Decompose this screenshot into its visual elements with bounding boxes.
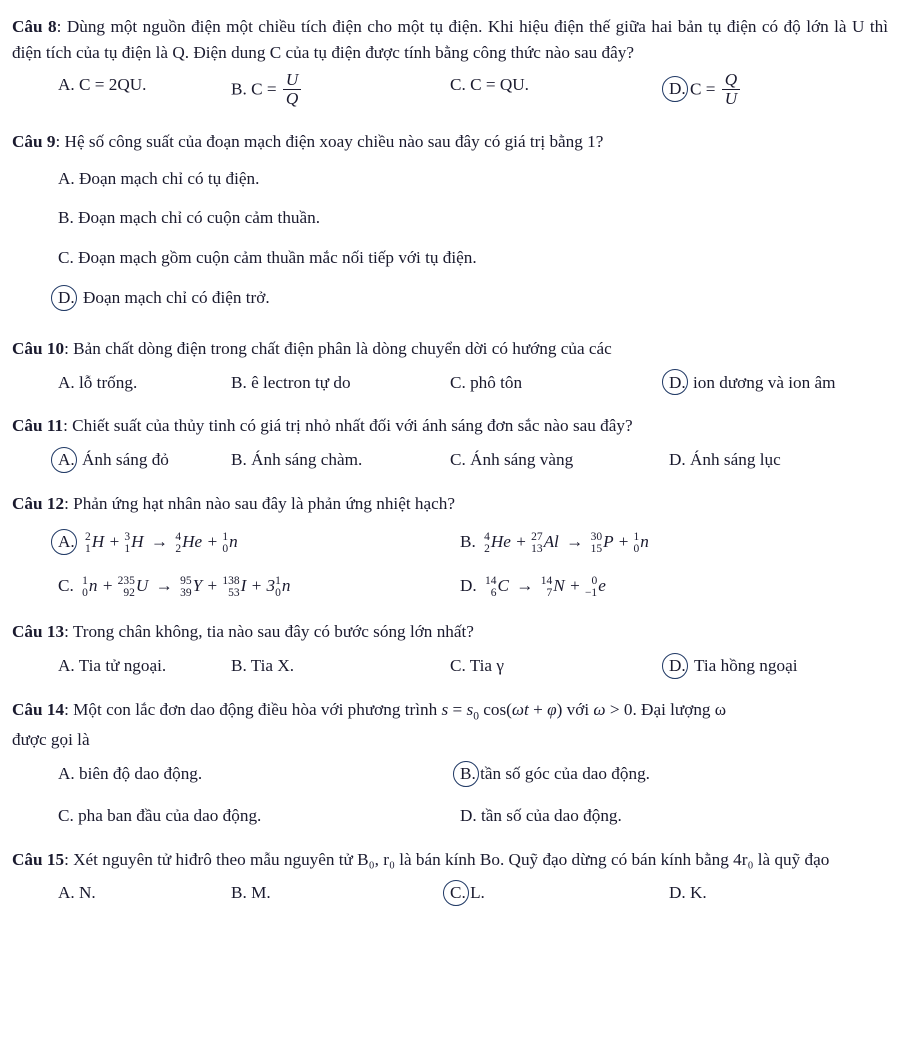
option-text-q15-a: N. — [79, 883, 96, 903]
question-block-q11 — [12, 413, 888, 475]
question-stem-q10 — [12, 336, 888, 362]
question-text-q15: : Xét nguyên tử hiđrô theo mẫu nguyên tử B₀, r₀ là bán kính Bo. Quỹ đạo dừng có bán kính bằng 4r₀ là quỹ đạo — [64, 849, 830, 869]
option-q9-a[interactable] — [12, 159, 888, 199]
option-q14-c[interactable] — [12, 801, 450, 831]
option-key-q14-b: B. — [460, 763, 476, 783]
option-key-q11-d: D. — [669, 450, 686, 470]
option-key-q8-b: B. — [231, 79, 247, 99]
question-stem-q14 — [12, 697, 888, 726]
option-key-q14-d: D. — [460, 805, 477, 825]
question-block-q8 — [12, 14, 888, 111]
question-text-q8: : Dùng một nguồn điện một chiều tích điện cho một tụ điện. Khi hiệu điện thế giữa hai bản tụ điện có độ lớn là U thì điện tích của tụ điện là Q. Điện dung C của tụ điện được tính bằng công thức nào sau đây? — [12, 17, 888, 62]
option-q10-b[interactable] — [231, 368, 450, 398]
option-text-q14-a: biên độ dao động. — [79, 763, 203, 783]
option-q9-d[interactable] — [12, 278, 888, 318]
question-block-q12 — [12, 491, 888, 601]
option-key-q11-a: A. — [58, 450, 75, 470]
option-key-q15-d: D. — [669, 883, 686, 903]
option-equation-q12-a: 2 1 H + 3 1 H → 4 2 He + 1 0 n — [85, 530, 238, 555]
option-q13-a[interactable] — [12, 651, 231, 681]
nuclide-he4: 4 2 — [175, 530, 182, 555]
option-text-q11-a: Ánh sáng đỏ — [82, 450, 169, 470]
option-q12-a[interactable] — [12, 527, 450, 557]
nuclide-he4-b: 4 2 — [484, 530, 490, 555]
option-q11-c[interactable] — [450, 445, 669, 475]
options-q12-row1 — [12, 527, 888, 557]
equation-q14-omega: ω > 0 — [593, 699, 633, 719]
question-label-q8: Câu 8 — [12, 17, 57, 36]
option-equation-q12-d: 14 6 C → 14 7 N + 0 −1 e — [485, 574, 606, 599]
question-label-q15: Câu 15 — [12, 849, 65, 869]
options-q13 — [12, 651, 888, 681]
fraction-u-over-q: $\frac{U}{Q}$ — [283, 71, 301, 108]
option-text-q13-b: Tia X. — [250, 655, 295, 675]
question-block-q15 — [12, 847, 888, 909]
option-q14-b[interactable] — [450, 759, 888, 789]
nuclide-i138: 138 53 — [222, 574, 240, 599]
option-text-q8-b: C = — [251, 79, 277, 99]
nuclide-c14: 14 6 — [485, 574, 497, 599]
option-text-q15-d: K. — [690, 883, 707, 903]
question-label-q13: Câu 13 — [12, 621, 65, 641]
options-q8 — [12, 70, 888, 111]
option-key-q12-c: C. — [58, 575, 74, 595]
question-text-q10: : Bản chất dòng điện trong chất điện phân là dòng chuyển dời có hướng của các — [64, 338, 612, 358]
option-q14-d[interactable] — [450, 801, 888, 831]
option-q8-b[interactable] — [231, 70, 450, 111]
option-key-q12-b: B. — [460, 531, 476, 551]
option-key-q11-b: B. — [231, 450, 247, 470]
selected-answer-marker-q8 — [669, 76, 686, 102]
option-key-q13-a: A. — [58, 655, 75, 675]
option-key-q9-d: D. — [58, 287, 75, 307]
option-q10-a[interactable] — [12, 368, 231, 398]
option-q15-b[interactable] — [231, 878, 450, 908]
option-text-q13-c: Tia γ — [469, 655, 504, 675]
option-key-q9-a: A. — [58, 168, 75, 188]
nuclide-u235: 235 92 — [117, 574, 135, 599]
selected-answer-marker-q12 — [58, 529, 75, 555]
option-text-q8-c: C = QU. — [470, 74, 529, 94]
question-text-q11: : Chiết suất của thủy tinh có giá trị nhỏ nhất đối với ánh sáng đơn sắc nào sau đây? — [63, 416, 633, 436]
option-text-q8-a: C = 2QU. — [79, 74, 147, 94]
option-q8-d[interactable] — [669, 70, 888, 111]
option-text-q13-d: Tia hồng ngoại — [694, 655, 798, 675]
options-q11 — [12, 445, 888, 475]
option-key-q13-c: C. — [450, 655, 466, 675]
option-q12-c[interactable] — [12, 571, 450, 601]
nuclide-h3: 3 1 — [124, 530, 131, 555]
selected-answer-marker-q9 — [58, 285, 75, 311]
options-q14-row2 — [12, 801, 888, 831]
option-text-q15-b: M. — [251, 883, 271, 903]
option-text-q11-c: Ánh sáng vàng — [470, 450, 574, 470]
question-text-q9: : Hệ số công suất của đoạn mạch điện xoay chiều nào sau đây có giá trị bằng 1? — [55, 131, 604, 151]
option-text-q13-a: Tia tử ngoại. — [78, 655, 167, 675]
option-key-q12-a: A. — [58, 531, 75, 551]
option-q8-c[interactable] — [450, 70, 669, 111]
options-q12-row2 — [12, 571, 888, 601]
option-q15-d[interactable] — [669, 878, 888, 908]
nuclide-al27: 27 13 — [531, 530, 543, 555]
option-equation-q12-c: 1 0 n + 235 92 U → 95 39 Y + 138 53 I + 3 1 0 n — [82, 574, 291, 599]
question-block-q14 — [12, 697, 888, 831]
option-key-q8-a: A. — [58, 74, 75, 94]
options-q9 — [12, 159, 888, 318]
question-label-q14: Câu 14 — [12, 699, 65, 719]
question-text-q12: : Phản ứng hạt nhân nào sau đây là phản ứng nhiệt hạch? — [64, 493, 455, 513]
question-block-q13 — [12, 619, 888, 681]
option-key-q10-c: C. — [450, 372, 466, 392]
option-key-q15-c: C. — [450, 883, 466, 903]
question-label-q9: Câu 9 — [12, 131, 56, 151]
option-text-q10-d: ion dương và ion âm — [693, 372, 836, 392]
option-text-q10-b: ê lectron tự do — [251, 372, 351, 392]
option-key-q10-d: D. — [669, 372, 686, 392]
option-text-q9-c: Đoạn mạch gồm cuộn cảm thuần mắc nối tiếp với tụ điện. — [78, 248, 477, 268]
nuclide-electron: 0 −1 — [584, 574, 598, 599]
option-key-q13-d: D. — [669, 655, 686, 675]
option-key-q14-a: A. — [58, 763, 75, 783]
option-text-q10-c: phô tôn — [470, 372, 523, 392]
option-text-q9-d: Đoạn mạch chỉ có điện trở. — [83, 287, 270, 307]
option-q11-a[interactable] — [12, 445, 231, 475]
question-text-q14-end: . Đại lượng ω — [632, 699, 727, 719]
options-q10 — [12, 368, 888, 398]
option-q9-c[interactable] — [12, 238, 888, 278]
question-label-q11: Câu 11 — [12, 416, 64, 436]
option-q10-d[interactable] — [669, 368, 888, 398]
options-q14-row1 — [12, 759, 888, 789]
option-q15-c[interactable] — [450, 878, 669, 908]
question-label-q12: Câu 12 — [12, 493, 65, 513]
selected-answer-marker-q11 — [58, 447, 75, 473]
option-q11-b[interactable] — [231, 445, 450, 475]
question-stem-q12 — [12, 491, 888, 517]
selected-answer-marker-q15 — [450, 880, 466, 906]
option-text-q11-b: Ánh sáng chàm. — [251, 450, 363, 470]
nuclide-y95: 95 39 — [180, 574, 192, 599]
option-key-q9-c: C. — [58, 248, 74, 268]
selected-answer-marker-q13 — [669, 653, 686, 679]
nuclide-n14: 14 7 — [540, 574, 553, 599]
option-key-q14-c: C. — [58, 805, 74, 825]
fraction-q-over-u: $\frac{Q}{U}$ — [722, 71, 740, 108]
nuclide-n1-c: 1 0 — [82, 574, 88, 599]
question-stem-q8 — [12, 14, 888, 66]
options-q15 — [12, 878, 888, 908]
nuclide-n1-b: 1 0 — [633, 530, 640, 555]
option-key-q15-b: B. — [231, 883, 247, 903]
nuclide-p30: 30 15 — [590, 530, 603, 555]
option-key-q9-b: B. — [58, 208, 74, 228]
option-text-q8-d: C = — [690, 79, 716, 99]
option-text-q14-b: tần số góc của dao động. — [480, 763, 650, 783]
option-q13-d[interactable] — [669, 651, 888, 681]
question-block-q10 — [12, 336, 888, 398]
option-q13-b[interactable] — [231, 651, 450, 681]
question-stem-q14-line2: được gọi là — [12, 730, 90, 750]
option-key-q8-d: D. — [669, 79, 686, 99]
option-text-q9-a: Đoạn mạch chỉ có tụ điện. — [79, 168, 260, 188]
question-stem-q15 — [12, 847, 888, 873]
option-q12-d[interactable] — [450, 571, 888, 601]
equation-q14-s: $s = s_0$ cos(ωt + φ) — [441, 699, 563, 722]
question-block-q9 — [12, 129, 888, 318]
option-key-q12-d: D. — [460, 575, 477, 595]
option-q9-b[interactable] — [12, 198, 888, 238]
option-text-q14-d: tần số của dao động. — [481, 805, 622, 825]
option-key-q10-b: B. — [231, 372, 247, 392]
question-text-q14-mid: với — [566, 699, 590, 719]
question-stem-q11 — [12, 413, 888, 439]
question-stem-q13 — [12, 619, 888, 645]
question-stem-q9 — [12, 129, 888, 155]
option-equation-q12-b: 4 2 He + 27 13 Al → 30 15 P + 1 0 n — [484, 530, 649, 555]
nuclide-h2: 2 1 — [85, 530, 91, 555]
option-text-q11-d: Ánh sáng lục — [690, 450, 781, 470]
option-q13-c[interactable] — [450, 651, 669, 681]
option-q15-a[interactable] — [12, 878, 231, 908]
option-key-q8-c: C. — [450, 74, 466, 94]
option-q12-b[interactable] — [450, 527, 888, 557]
option-q11-d[interactable] — [669, 445, 888, 475]
option-text-q10-a: lỗ trống. — [79, 372, 138, 392]
option-key-q13-b: B. — [231, 655, 247, 675]
question-text-q14: : Một con lắc đơn dao động điều hòa với phương trình — [64, 699, 438, 719]
nuclide-n1-c2: 1 0 — [275, 574, 281, 599]
option-q8-a[interactable] — [12, 70, 231, 111]
selected-answer-marker-q14 — [460, 761, 476, 787]
option-text-q15-c: L. — [470, 883, 485, 903]
option-key-q11-c: C. — [450, 450, 466, 470]
nuclide-n1: 1 0 — [222, 530, 229, 555]
option-key-q15-a: A. — [58, 883, 75, 903]
selected-answer-marker-q10 — [669, 370, 686, 396]
option-key-q10-a: A. — [58, 372, 75, 392]
question-text-q13: : Trong chân không, tia nào sau đây có bước sóng lớn nhất? — [64, 621, 474, 641]
option-text-q14-c: pha ban đầu của dao động. — [78, 805, 262, 825]
option-q14-a[interactable] — [12, 759, 450, 789]
option-text-q9-b: Đoạn mạch chỉ có cuộn cảm thuần. — [78, 208, 321, 228]
option-q10-c[interactable] — [450, 368, 669, 398]
question-label-q10: Câu 10 — [12, 338, 65, 358]
